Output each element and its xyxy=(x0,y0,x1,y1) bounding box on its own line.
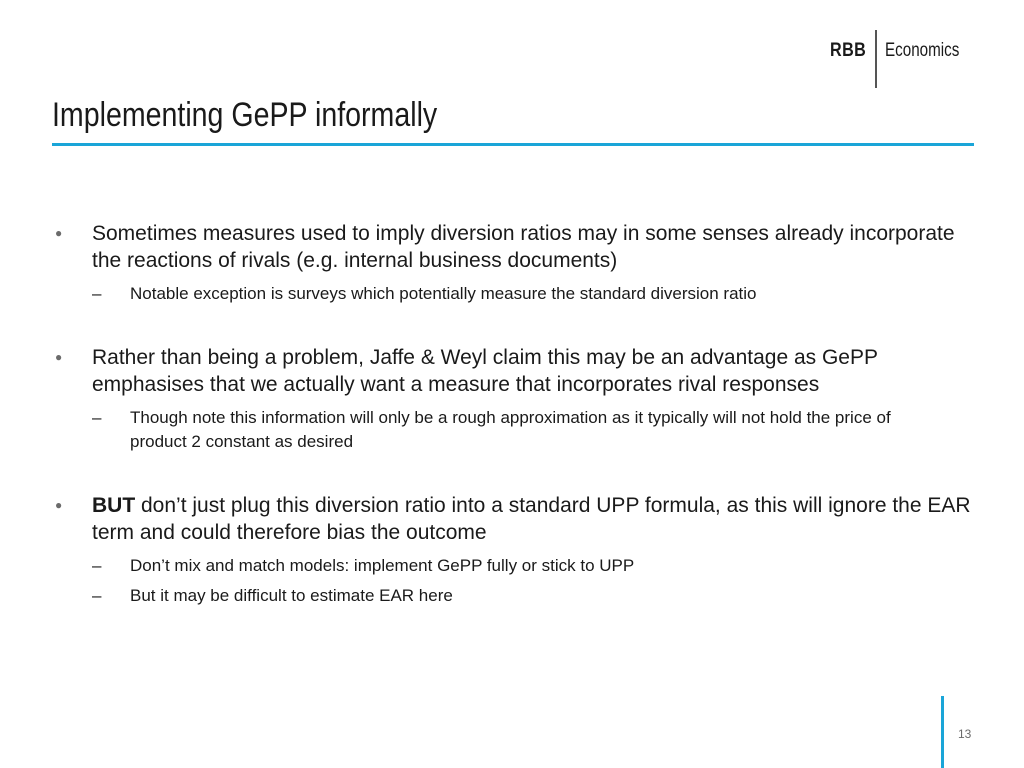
footer-accent-bar xyxy=(941,696,944,768)
bullet-text xyxy=(92,492,972,546)
dash-icon: – xyxy=(92,284,102,303)
bullet-item xyxy=(52,220,972,274)
sub-bullet-item xyxy=(52,584,972,608)
bullet-body-text: Rather than being a problem, Jaffe & Weyl claim this may be an advantage as GePP emphasises that we actually want a measure that incorporates rival responses xyxy=(92,346,878,396)
dash-icon: – xyxy=(92,586,102,605)
logo-divider xyxy=(875,30,877,88)
bullet-bold-text: BUT xyxy=(92,494,136,517)
bullet-icon: ● xyxy=(55,350,63,364)
slide-title: Implementing GePP informally xyxy=(52,96,438,134)
sub-bullet-item xyxy=(52,282,972,306)
bullet-group-2 xyxy=(52,344,972,454)
sub-bullet-text: But it may be difficult to estimate EAR here xyxy=(130,586,453,605)
sub-bullet-text: Don’t mix and match models: implement GePP fully or stick to UPP xyxy=(130,556,635,575)
sub-bullet-text: Though note this information will only be a rough approximation as it typically will not hold the price of product 2 constant as desired xyxy=(130,408,891,451)
page-number: 13 xyxy=(958,727,972,741)
bullet-group-3 xyxy=(52,492,972,608)
bullet-item xyxy=(52,344,972,398)
bullet-text xyxy=(92,344,972,398)
bullet-body-text: don’t just plug this diversion ratio into a standard UPP formula, as this will ignore the EAR term and could therefore bias the outcome xyxy=(92,494,971,544)
bullet-body-text: Sometimes measures used to imply diversion ratios may in some senses already incorporate the reactions of rivals (e.g. internal business documents) xyxy=(92,222,955,272)
bullet-item xyxy=(52,492,972,546)
logo-rbb-text: RBB xyxy=(830,40,867,61)
sub-bullet-item xyxy=(52,406,972,454)
sub-bullet-item xyxy=(52,554,972,578)
bullet-list xyxy=(52,220,972,608)
bullet-group-1 xyxy=(52,220,972,306)
dash-icon: – xyxy=(92,408,102,427)
rbb-economics-logo xyxy=(830,30,978,88)
logo-economics-text: Economics xyxy=(885,40,960,61)
dash-icon: – xyxy=(92,556,102,575)
bullet-text xyxy=(92,220,972,274)
title-underline xyxy=(52,143,974,146)
bullet-icon: ● xyxy=(55,226,63,240)
sub-bullet-text: Notable exception is surveys which potentially measure the standard diversion ratio xyxy=(130,284,757,303)
bullet-icon: ● xyxy=(55,498,63,512)
